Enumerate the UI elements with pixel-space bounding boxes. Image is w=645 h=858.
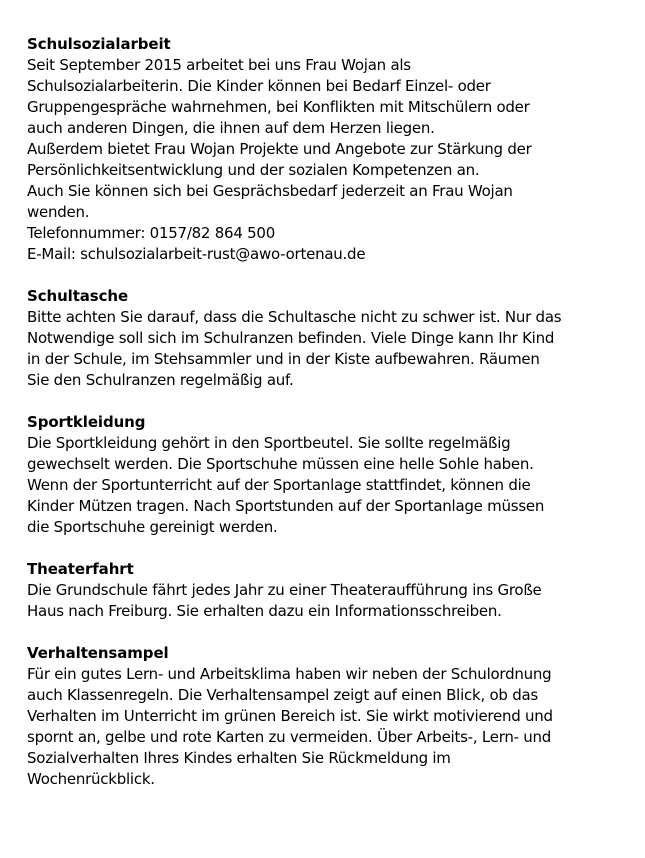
paragraph-line: Persönlichkeitsentwicklung und der sozialen Kompetenzen an. (27, 161, 480, 179)
section-heading: Verhaltensampel (27, 644, 169, 662)
paragraph-line: auch anderen Dingen, die ihnen auf dem Herzen liegen. (27, 119, 435, 137)
paragraph-line: Die Grundschule fährt jedes Jahr zu einer Theateraufführung ins Große (27, 581, 542, 599)
paragraph-line: Außerdem bietet Frau Wojan Projekte und Angebote zur Stärkung der (27, 140, 532, 158)
section-verhaltensampel (27, 643, 627, 790)
paragraph-line: die Sportschuhe gereinigt werden. (27, 518, 278, 536)
section-sportkleidung (27, 412, 627, 538)
paragraph-line: Bitte achten Sie darauf, dass die Schultasche nicht zu schwer ist. Nur das (27, 308, 562, 326)
section-schultasche (27, 286, 627, 391)
paragraph-line: Kinder Mützen tragen. Nach Sportstunden auf der Sportanlage müssen (27, 497, 545, 515)
paragraph-line: Auch Sie können sich bei Gesprächsbedarf jederzeit an Frau Wojan (27, 182, 513, 200)
section-heading: Theaterfahrt (27, 560, 134, 578)
paragraph-line: spornt an, gelbe und rote Karten zu vermeiden. Über Arbeits-, Lern- und (27, 728, 552, 746)
document-page (27, 34, 627, 811)
paragraph-line: auch Klassenregeln. Die Verhaltensampel zeigt auf einen Blick, ob das (27, 686, 538, 704)
section-schulsozialarbeit (27, 34, 627, 265)
paragraph-line: Verhalten im Unterricht im grünen Bereich ist. Sie wirkt motivierend und (27, 707, 553, 725)
paragraph-line: gewechselt werden. Die Sportschuhe müssen eine helle Sohle haben. (27, 455, 534, 473)
email-address: E-Mail: schulsozialarbeit-rust@awo-ortenau.de (27, 245, 366, 263)
paragraph-line: Wochenrückblick. (27, 770, 155, 788)
paragraph-line: wenden. (27, 203, 90, 221)
paragraph-line: in der Schule, im Stehsammler und in der Kiste aufbewahren. Räumen (27, 350, 540, 368)
section-heading: Schultasche (27, 287, 129, 305)
paragraph-line: Notwendige soll sich im Schulranzen befinden. Viele Dinge kann Ihr Kind (27, 329, 555, 347)
paragraph-line: Gruppengespräche wahrnehmen, bei Konflikten mit Mitschülern oder (27, 98, 530, 116)
paragraph-line: Sie den Schulranzen regelmäßig auf. (27, 371, 294, 389)
paragraph-line: Wenn der Sportunterricht auf der Sportanlage stattfindet, können die (27, 476, 531, 494)
paragraph-line: Sozialverhalten Ihres Kindes erhalten Sie Rückmeldung im (27, 749, 451, 767)
section-theaterfahrt (27, 559, 627, 622)
paragraph-line: Die Sportkleidung gehört in den Sportbeutel. Sie sollte regelmäßig (27, 434, 511, 452)
section-heading: Sportkleidung (27, 413, 146, 431)
phone-number: Telefonnummer: 0157/82 864 500 (27, 224, 276, 242)
paragraph-line: Schulsozialarbeiterin. Die Kinder können bei Bedarf Einzel- oder (27, 77, 491, 95)
paragraph-line: Seit September 2015 arbeitet bei uns Frau Wojan als (27, 56, 411, 74)
paragraph-line: Haus nach Freiburg. Sie erhalten dazu ein Informationsschreiben. (27, 602, 502, 620)
paragraph-line: Für ein gutes Lern- und Arbeitsklima haben wir neben der Schulordnung (27, 665, 552, 683)
section-heading: Schulsozialarbeit (27, 35, 171, 53)
